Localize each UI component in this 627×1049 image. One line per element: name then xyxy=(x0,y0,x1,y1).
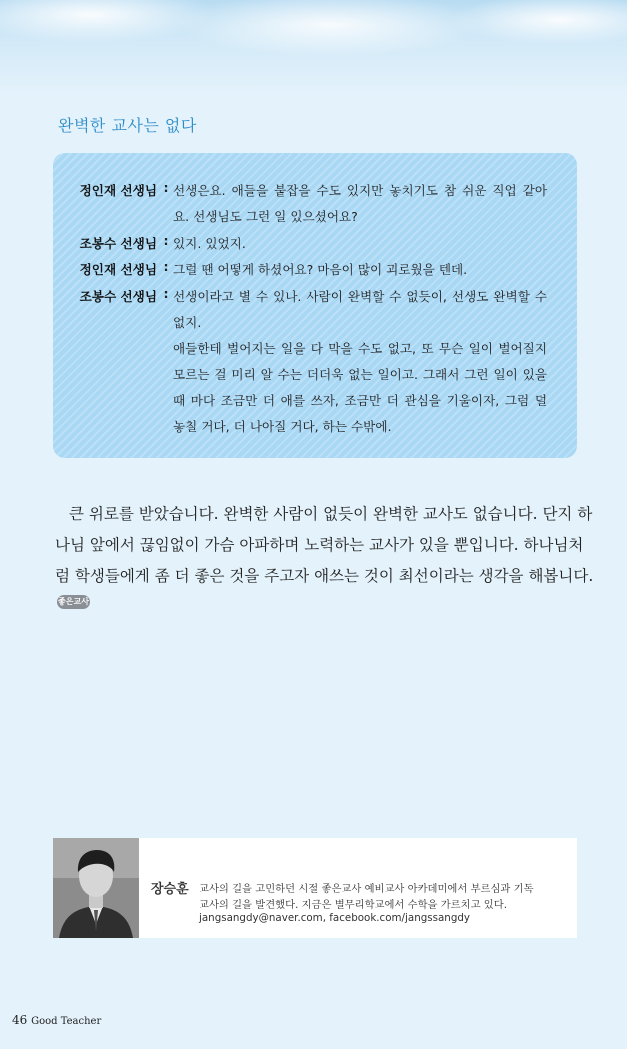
dialogue-line: 요. 선생님도 그런 일 있으셨어요? xyxy=(173,209,358,224)
dialogue-line: 없지. xyxy=(173,315,202,330)
dialogue-line: 그럴 땐 어떻게 하셨어요? 마음이 많이 괴로웠을 텐데. xyxy=(173,262,468,277)
speaker-name: 조봉수 선생님 xyxy=(79,236,157,251)
page-folio xyxy=(12,1013,101,1027)
dialogue-box xyxy=(53,153,577,458)
dialogue-line: 모르는 걸 미리 알 수는 더더욱 없는 일이고. 그래서 그런 일이 있을 xyxy=(173,367,547,382)
magazine-name: Good Teacher xyxy=(31,1016,102,1027)
speaker-colon: : xyxy=(163,286,169,301)
speaker-name: 조봉수 선생님 xyxy=(79,289,157,304)
dialogue-line: 있지. 있었지. xyxy=(173,236,246,251)
dialogue-line: 선생이라고 별 수 있나. 사람이 완벽할 수 없듯이, 선생도 완벽할 수 xyxy=(173,289,547,304)
author-contact: jangsangdy@naver.com, facebook.com/jangssangdy xyxy=(199,912,470,924)
dialogue-line: 애들한테 벌어지는 일을 다 막을 수도 없고, 또 무슨 일이 벌어질지 xyxy=(173,341,547,356)
speaker-name: 정인재 선생님 xyxy=(79,262,157,277)
speaker-name: 정인재 선생님 xyxy=(79,183,157,198)
dialogue-line: 때 마다 조금만 더 애를 쓰자, 조금만 더 관심을 기울이자, 그럼 덜 xyxy=(173,393,547,408)
author-photo xyxy=(53,838,139,938)
author-bio-line: 교사의 길을 고민하던 시절 좋은교사 예비교사 아카데미에서 부르심과 기독 xyxy=(199,883,534,895)
author-name: 장승훈 xyxy=(151,882,189,897)
body-line: 럼 학생들에게 좀 더 좋은 것을 주고자 애쓰는 것이 최선이라는 생각을 해봅니다. xyxy=(55,567,594,585)
end-mark-badge: 좋은교사 xyxy=(57,595,90,609)
dialogue-line: 선생은요. 애들을 붙잡을 수도 있지만 놓치기도 참 쉬운 직업 같아 xyxy=(173,183,547,198)
sky-header-decoration xyxy=(0,0,627,95)
section-title: 완벽한 교사는 없다 xyxy=(58,116,197,135)
dialogue-line: 놓칠 거다, 더 나아질 거다, 하는 수밖에. xyxy=(173,419,392,434)
speaker-colon: : xyxy=(163,233,169,248)
body-line: 큰 위로를 받았습니다. 완벽한 사람이 없듯이 완벽한 교사도 없습니다. 단지 하 xyxy=(69,505,593,523)
speaker-colon: : xyxy=(163,180,169,195)
page-number: 46 xyxy=(12,1013,28,1027)
author-bio-line: 교사의 길을 발견했다. 지금은 별무리학교에서 수학을 가르치고 있다. xyxy=(199,899,507,911)
author-profile xyxy=(53,838,577,938)
speaker-colon: : xyxy=(163,259,169,274)
body-line: 나님 앞에서 끊임없이 가슴 아파하며 노력하는 교사가 있을 뿐입니다. 하나님처 xyxy=(55,536,584,554)
